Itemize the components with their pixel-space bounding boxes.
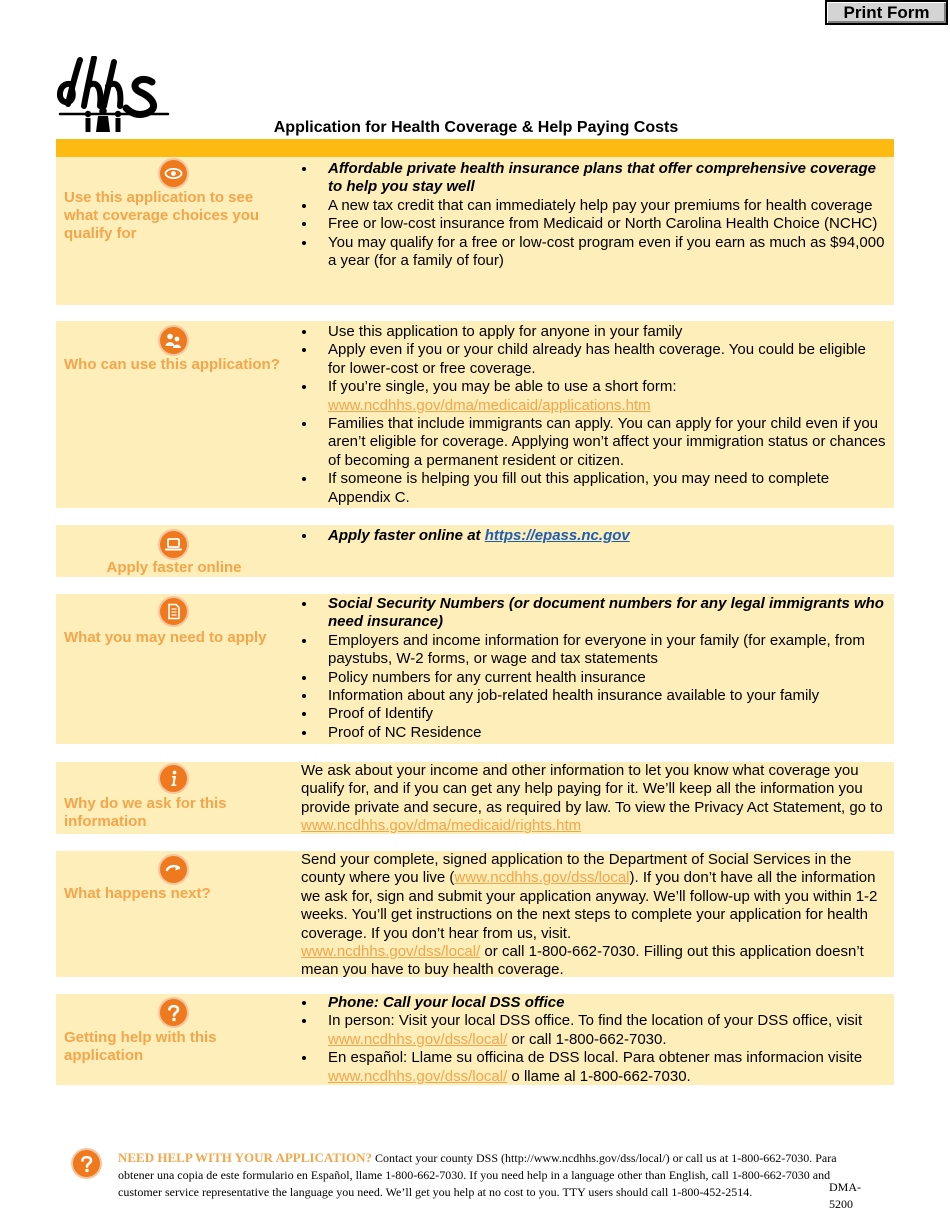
laptop-icon [160, 531, 187, 558]
list-item: Phone: Call your local DSS office [301, 994, 887, 1012]
list-item: If someone is helping you fill out this application, you may need to complete Appendix C. [301, 470, 887, 507]
list-item: Policy numbers for any current health insurance [301, 669, 887, 687]
footer-heading: NEED HELP WITH YOUR APPLICATION? [118, 1150, 373, 1165]
list-item [301, 527, 887, 545]
list-item: A new tax credit that can immediately help pay your premiums for health coverage [301, 197, 887, 215]
footer-help-text [118, 1149, 863, 1201]
list-item: Families that include immigrants can apply. You can apply for your child even if you aren’t eligible for coverage. Applying won’t affect your immigration status or chances of becoming a permanent resident or citizen. [301, 415, 887, 470]
section-why-we-ask [56, 762, 894, 834]
footer-body: Contact your county DSS (http://www.ncdhhs.gov/dss/local/) or call us at 1-800-662-7030. Para obtener una copia de este formulario en Español, llame 1-800-662-7030. If you need help in a language other than English, call 1-800-662-7030 and customer service representative the language you need. We’ll get you help at no cost to you. TTY users should call 1-800-452-2514. [118, 1151, 837, 1199]
list-item: Apply even if you or your child already has health coverage. You could be eligible for lower-cost or free coverage. [301, 341, 887, 378]
section-getting-help [56, 994, 894, 1085]
list-item [301, 1012, 887, 1049]
list-item-text: or call 1-800-662-7030. [507, 1030, 667, 1048]
print-form-button[interactable]: Print Form [825, 0, 948, 25]
section-label: Getting help with this application [64, 1029, 217, 1064]
list-item: Proof of Identify [301, 705, 887, 723]
list-item-text: En español: Llame su officina de DSS local. Para obtener mas informacion visite [328, 1049, 863, 1067]
document-icon [160, 598, 187, 625]
list-item: Employers and income information for everyone in your family (for example, from paystubs, W-2 forms, or wage and tax statements [301, 632, 887, 669]
section-paragraph [301, 851, 891, 980]
dss-local-link[interactable]: www.ncdhhs.gov/dss/local/ [328, 1030, 508, 1048]
list-item: Free or low-cost insurance from Medicaid or North Carolina Health Choice (NCHC) [301, 215, 887, 233]
paragraph-text: Send your complete, signed application to the Department of Social Services in the county where you live ( [301, 851, 852, 887]
dss-local-link[interactable]: www.ncdhhs.gov/dss/local/ [328, 1067, 508, 1085]
section-label: Use this application to see what coverage choices you qualify for [64, 189, 260, 242]
section-what-happens-next [56, 851, 894, 977]
question-icon [160, 999, 187, 1026]
info-icon [160, 765, 187, 792]
eye-icon [160, 160, 187, 187]
section-paragraph [301, 762, 897, 836]
list-item-text: If you’re single, you may be able to use a short form: [328, 378, 677, 396]
section-who-can-use [56, 321, 894, 508]
list-item [301, 378, 887, 415]
arrow-icon [160, 856, 187, 883]
paragraph-text: ). If you don’t have all the information we ask for, sign and submit your application anyway. We’ll follow-up with you within 1-2 weeks. You’ll get instructions on the next steps to complete your application for health coverage. If you don’t hear from us, visit. [301, 869, 878, 942]
section-label: Apply faster online [106, 559, 242, 576]
paragraph-text: or call 1-800-662-7030. Filling out this application doesn’t mean you have to buy health coverage. [301, 943, 864, 979]
form-number: DMA-5200 [829, 1180, 861, 1211]
section-label: Who can use this application? [64, 356, 280, 373]
list-item-text: Apply faster online at [328, 527, 481, 544]
list-item-text: In person: Visit your local DSS office. To find the location of your DSS office, visit [328, 1012, 863, 1030]
list-item: Use this application to apply for anyone in your family [301, 323, 887, 341]
dss-local-link[interactable]: www.ncdhhs.gov/dss/local/ [301, 943, 481, 961]
list-item: Information about any job-related health insurance available to your family [301, 687, 887, 705]
list-item: You may qualify for a free or low-cost program even if you earn as much as $94,000 a year (for a family of four) [301, 234, 887, 271]
page-title: Application for Health Coverage & Help Paying Costs [273, 119, 679, 136]
section-what-you-need [56, 594, 894, 744]
question-icon [73, 1150, 100, 1177]
title-bar [56, 139, 894, 157]
list-item: Social Security Numbers (or document numbers for any legal immigrants who need insurance) [301, 595, 887, 632]
section-apply-online [56, 525, 894, 577]
list-item [301, 1049, 887, 1086]
section-coverage-choices [56, 157, 894, 305]
section-label: Why do we ask for this information [64, 795, 227, 830]
list-item: Proof of NC Residence [301, 724, 887, 742]
epass-link[interactable]: https://epass.nc.gov [484, 527, 630, 544]
rights-link[interactable]: www.ncdhhs.gov/dma/medicaid/rights.htm [301, 817, 582, 835]
applications-link[interactable]: www.ncdhhs.gov/dma/medicaid/applications.htm [328, 396, 651, 414]
paragraph-text: We ask about your income and other information to let you know what coverage you qualify for, and if you can get any help paying for it. We’ll keep all the information you provide private and secure, as required by law. To view the Privacy Act Statement, go to [301, 762, 883, 816]
people-icon [160, 327, 187, 354]
section-label: What happens next? [64, 885, 211, 902]
dss-local-link[interactable]: www.ncdhhs.gov/dss/local [454, 869, 630, 887]
section-label: What you may need to apply [64, 629, 267, 646]
list-item: Affordable private health insurance plans that offer comprehensive coverage to help you stay well [301, 160, 887, 197]
list-item-text: o llame al 1-800-662-7030. [507, 1067, 691, 1085]
